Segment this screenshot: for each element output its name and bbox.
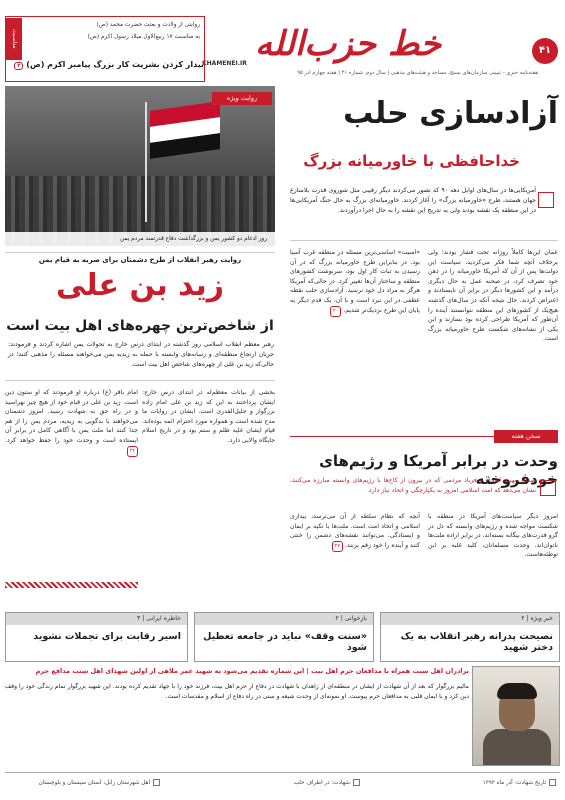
portrait-body [483,729,551,766]
calendar-icon [549,779,556,786]
zeid-column-right: بخشی از بیانات معظم‌له در ابتدای درس خارج: ایشان پرداختند به این که زید بن علی امام زاده بزرگوار و جلیل‌القدری است. ایشان در روایات ما مدح شده است و همواره مورد احترام ائمه بوده‌اند. قیام ایشان علیه ظلم و ستم بود و در تاریخ اسلام جایگاه والایی دارد. [142,389,275,444]
teaser-title: اسیر رقابت برای تجملات نشوید [33,631,181,642]
teaser-box-news[interactable] [380,612,560,662]
special-narrative-label: روایت ویژه [212,92,272,105]
teaser-box-memory[interactable] [5,612,188,662]
teaser-box-review[interactable] [194,612,374,662]
portrait-hair [497,683,537,699]
footer-place-text: شهادت: در اطراف حلب [293,780,350,786]
main-column-left-text: «امنیت» اساسی‌ترین مسئله در منطقه غرب آسیا بود. در بنابراین طرح خاورمیانه بزرگ که در آن رسیدن به ثبات کار اول بود، سرنوشت کشورهای منطقه و ساختار آن‌ها تغییر کرد. در حالی‌که آمریکا هرگز به مراد دل خود نرسید. آزادسازی حلب نقطه عطفی در این نبرد است و با آن، یک قدم دیگر به پایان این طرح نزدیک‌تر شدیم. [290,249,420,314]
occasion-headline-text: بیدار کردن بشریت کار بزرگ پیامبر اکرم (ص) [26,60,204,69]
main-lead: آمریکایی‌ها در سال‌های اوایل دهه ۹۰ که تصور می‌کردند دیگر رقیبی مثل شوروی قدرت بلامنازع جهان هستند، طرح «خاورمیانه بزرگ» را آغاز کردند. خاورمیانه‌ای بزرگ به حال جنگ آمریکایی‌ها در این منطقه یک نقشه بودند ولی به تدریج این نقشه را به حال اجرا درآوردند. [290,187,536,214]
divider [5,380,275,381]
footer-origin-text: اهل شهرستان زابل، استان سیستان و بلوچستان [38,780,150,786]
footer-date-text: تاریخ شهادت: آذر ماه ۱۳۹۴ [482,780,546,786]
footer-date [483,779,556,786]
yemen-crowd-photo [5,86,275,246]
main-subheadline: خداحافظی با خاورمیانه بزرگ [303,152,520,170]
divider [290,436,494,437]
issue-number-badge: ۴۱ [532,38,558,64]
word-of-week-column-left-text: آنچه که نظام سلطه از آن می‌ترسد، بیداری اسلامی و اتحاد امت است. ملت‌ها با تکیه بر ایمان و ایستادگی، می‌توانند نقشه‌های دشمن را خنثی کنند و آینده را خود رقم بزنند. [290,513,420,549]
occasion-ribbon: مناسبت [6,18,22,60]
site-name[interactable]: KHAMENEI.IR [202,60,247,67]
main-column-right: عمان این‌ها کاملاً روزانه تحت فشار بودند؛ ولی برخلاف آنچه شما فکر می‌کردید، سیاست این دولت‌ها پس از آن که آمریکا خاورمیانه را در ذهن خود تصرف کرد، در صحنه عمل به حال دیگری درآمد و این کشورها دیگر در برابر آن نایستادند و اعتراض کردند. حال نتیجه آنکه در سال‌های گذشته هیچ‌یک از کشورهای این منطقه نتوانستند آینده را آن‌طور که آمریکا طراحی کرده بود بسازند و این یکی از نشانه‌های شکست طرح خاورمیانه بزرگ است. [428,249,558,343]
teaser-header: خاطره ایرانی | ۳ [6,613,187,625]
yemen-flag-icon [150,101,220,159]
word-of-week-column-right: امروز دیگر سیاست‌های آمریکا در منطقه با شکست مواجه شده و رژیم‌های وابسته که دل در گرو قدرت‌های بیگانه بسته‌اند، در برابر اراده ملت‌ها ناتوان‌اند. وحدت مسلمانان، کلید غلبه بر این توطئه‌هاست. [428,513,558,559]
zeid-subtitle: از شاخص‌ترین چهره‌های اهل بیت است [6,318,274,334]
occasion-line-1: روایتی از ولادت و بعثت حضرت محمد (ص) [96,22,200,28]
continue-page-ref: ۲۲ [127,446,138,458]
continue-page-ref: ۲۷ [332,541,343,553]
zeid-column-left [5,388,138,457]
zeid-lead: رهبر معظم انقلاب اسلامی روز گذشته در ابتدای درس خارج به تحولات یمن اشاره کردند و فرمودند: جریان ارتجاع منطقه‌ای و رسانه‌های وابسته با حمله به زیدیه یمن می‌خواهند مسئله را مذهبی کنند؛ در حالی‌که زید بن علی از چهره‌های شاخص اهل بیت است. [8,341,274,368]
location-icon [353,779,360,786]
zeid-title: زید بن علی [55,268,225,303]
decorative-stripe [5,582,138,588]
footer [5,772,560,794]
divider [5,252,275,253]
photo-caption: روز ادغام دو کشور یمن و بزرگداشت دفاع قدرتمند مردم یمن [5,232,275,246]
occasion-line-2: به مناسبت ۱۷ ربیع‌الاول میلاد رسول اکرم (ص) [87,34,200,40]
teaser-title: نصیحت پدرانه رهبر انقلاب به یک دختر شهید [400,631,553,653]
teaser-title: «سنت وقف» نباید در جامعه تعطیل شود [203,631,367,653]
document-icon [538,192,554,208]
flag-pole [145,102,147,222]
main-headline: آزادسازی حلب [343,96,558,131]
zeid-column-left-text: امام باقر (ع) درباره او فرمودند که او ستون دین است. زید بن علی در قیام خود از هیچ چیز نهراسید و در راه حق به شهادت رسید. امروز دشمنان می‌خواهند با بدگویی به زیدیه، مردم یمن را از هم جدا کنند اما ملت یمن با آگاهی کامل در برابر آن ایستاده است و وحدت خود را حفظ خواهد کرد. [5,389,138,444]
footer-place [294,779,360,786]
footer-origin [39,779,160,786]
word-of-week-column-left [290,512,420,552]
teaser-boxes [5,612,560,662]
martyr-header: برادران اهل سنت همراه با مدافعان حرم اهل بیت | این شماره تقدیم می‌شود به شهید عمر ملاهی از اولین شهدای اهل سنت مدافع حرم [35,667,469,675]
page-ref: ۳ [14,62,23,70]
word-of-week-label: سخن هفته [494,430,558,443]
continue-page-ref: ۲۰ [330,306,341,318]
divider [290,240,558,241]
occasion-headline [10,60,204,70]
newspaper-logo: خط حزب‌الله [255,24,442,64]
home-icon [153,779,160,786]
martyr-portrait [472,666,560,766]
quote-icon [540,480,556,496]
martyr-text: مالیم بزرگوار که بعد از آن شهادت از ایشان در منطقه‌ای از زاهدان با شهادت در دفاع از حرم اهل بیت، فرزند خود را با جهاد تقدیم کرده بودند. این شهید بزرگوار تمام زندگی خود را وقف دین کرد و با ایمان قلبی به مدافعان حرم پیوست. او نمونه‌ای از وحدت شیعه و سنی در راه دفاع از اسلام و مقدسات است. [5,683,469,700]
teaser-header: بازخوانی | ۲ [195,613,373,625]
masthead-subtitle: هفته‌نامه خبری - تبیینی سازمان‌های بسیج، مساجد و هیئت‌های مذهبی | سال دوم، شماره ۴۱ | هفته چهارم آذر ۹۵ [297,70,538,76]
zeid-kicker: روایت رهبر انقلاب از طرح دشمنان برای ضربه به قیام یمن [38,256,242,264]
teaser-header: خبر ویژه | ۲ [381,613,559,625]
main-column-left [290,248,420,317]
word-of-week-title: وحدت در برابر آمریکا و رژیم‌های خودفروخته [319,452,558,488]
word-of-week-lead: صدای مهیب انفجار و فریاد مردمی که در بیرون از کاخ‌ها با رژیم‌های وابسته مبارزه می‌کنند، نشان می‌دهد که امت اسلامی امروز به یکپارچگی و اتحاد نیاز دارد. [290,477,536,494]
